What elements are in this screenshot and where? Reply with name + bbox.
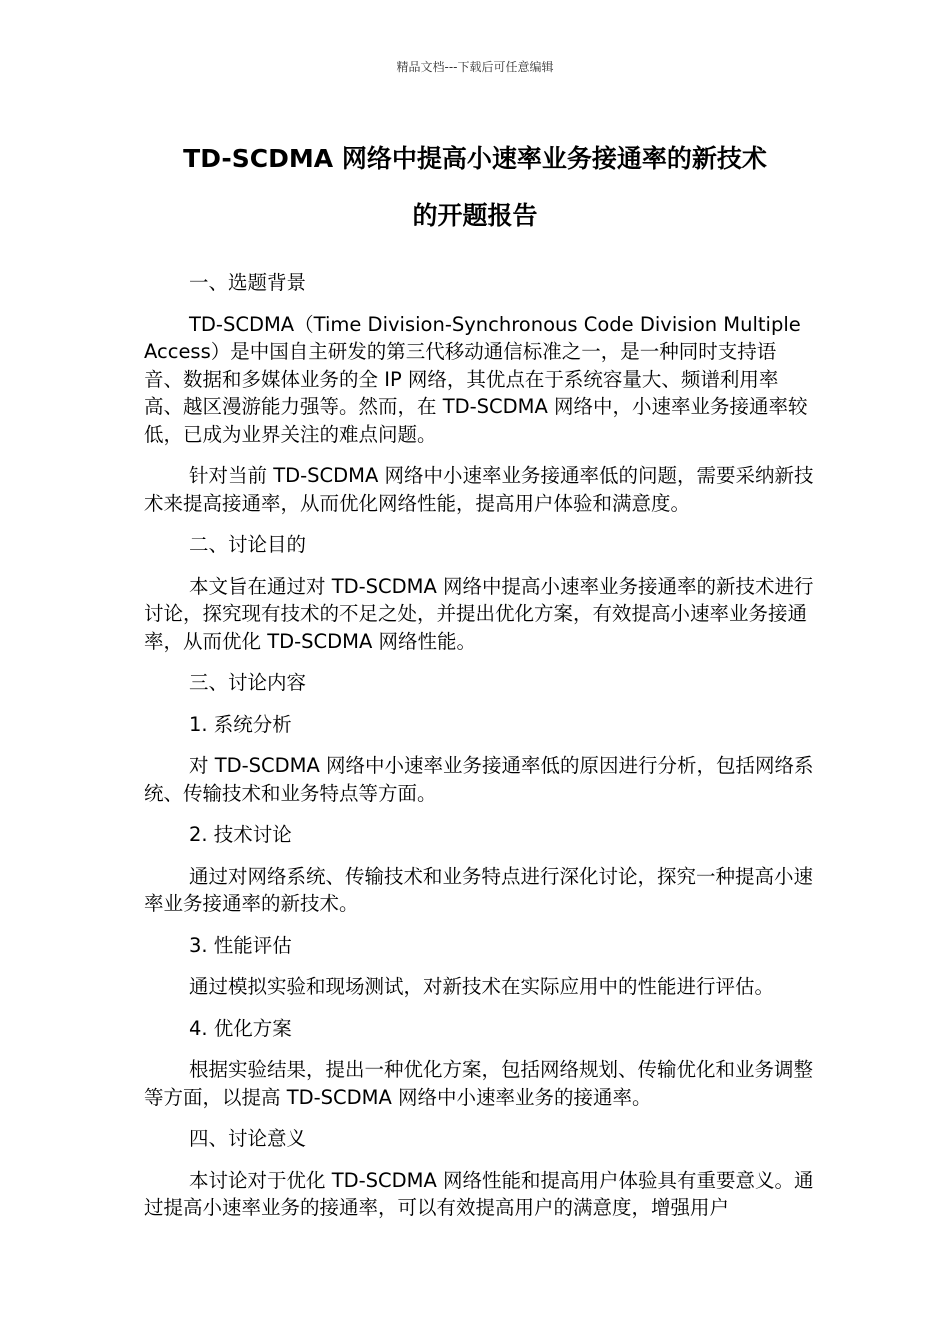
section-heading: 三、讨论内容 [189,671,307,694]
section-heading: 一、选题背景 [189,271,307,294]
subsection-heading: 4. 优化方案 [189,1016,292,1040]
paragraph: 通过对网络系统、传输技术和业务特点进行深化讨论，探究一种提高小速率业务接通率的新技术。 [144,864,814,915]
paragraph: 针对当前 TD-SCDMA 网络中小速率业务接通率低的问题，需要采纳新技术来提高接通率，从而优化网络性能，提高用户体验和满意度。 [144,464,814,515]
section-heading: 二、讨论目的 [189,533,307,556]
paragraph: 本文旨在通过对 TD-SCDMA 网络中提高小速率业务接通率的新技术进行讨论，探究现有技术的不足之处，并提出优化方案，有效提高小速率业务接通率，从而优化 TD-SCDMA 网络性能。 [144,574,814,653]
subsection-heading: 1. 系统分析 [189,712,292,736]
subsection-heading: 2. 技术讨论 [189,823,292,846]
subsection-heading: 3. 性能评估 [189,933,292,957]
paragraph: 根据实验结果，提出一种优化方案，包括网络规划、传输优化和业务调整等方面，以提高 TD-SCDMA 网络中小速率业务的接通率。 [144,1058,814,1109]
section-heading: 四、讨论意义 [189,1127,307,1150]
paragraph: 本讨论对于优化 TD-SCDMA 网络性能和提高用户体验具有重要意义。通过提高小速率业务的接通率，可以有效提高用户的满意度，增强用户 [144,1168,814,1219]
document-body [144,269,814,1236]
paragraph: 通过模拟实验和现场测试，对新技术在实际应用中的性能进行评估。 [189,975,775,998]
header-note: 精品文档---下载后可任意编辑 [396,60,554,74]
paragraph: TD-SCDMA（Time Division-Synchronous Code Division Multiple Access）是中国自主研发的第三代移动通信标准之一，是一种同时支持语音、数据和多媒体业务的全 IP 网络，其优点在于系统容量大、频谱利用率高、越区漫游能力强等。然而，在 TD-SCDMA 网络中，小速率业务接通率较低，已成为业界关注的难点问题。 [144,312,808,446]
title-line-2: 的开题报告 [412,201,538,230]
title-line-1: TD-SCDMA 网络中提高小速率业务接通率的新技术 [183,144,767,173]
paragraph: 对 TD-SCDMA 网络中小速率业务接通率低的原因进行分析，包括网络系统、传输技术和业务特点等方面。 [144,754,814,805]
